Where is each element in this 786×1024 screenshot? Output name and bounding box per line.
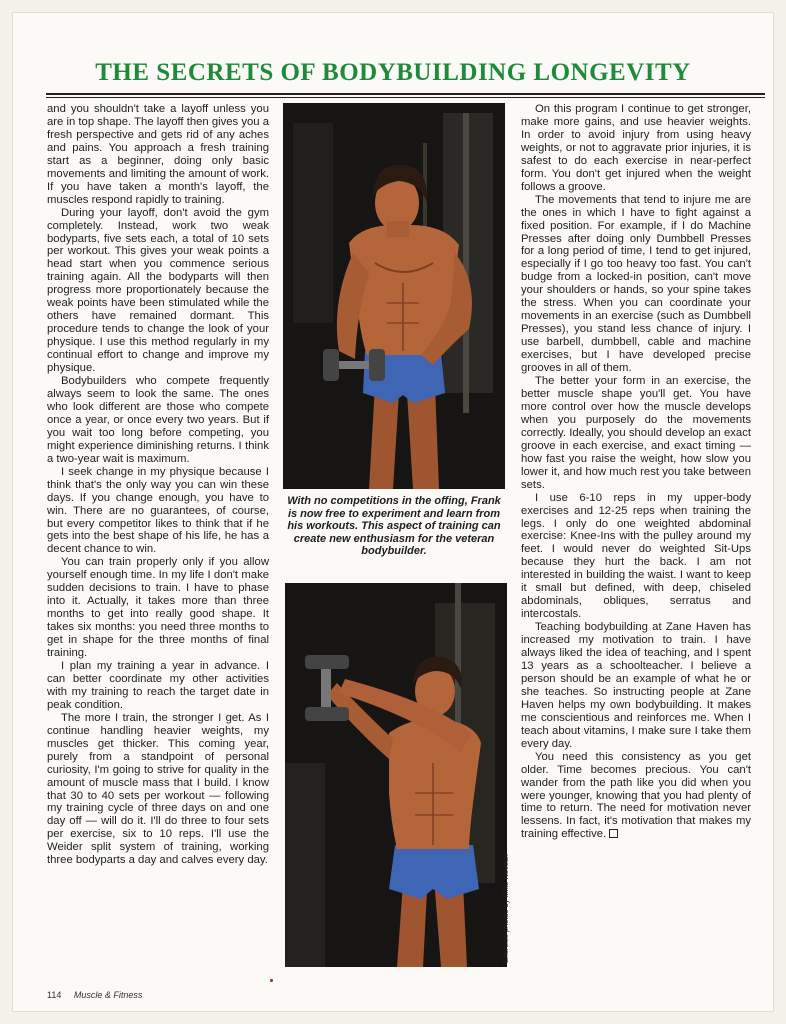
body-paragraph: Teaching bodybuilding at Zane Haven has increased my motivation to train. I have always liked the idea of teaching, and I spent 13 years as a schoolteacher. I believe a person should be an example of what he or she teaches. So instructing people at Zane Haven helps my own bodybuilding. It makes me conscientious and reinforces me. When I teach about vitamins, I make sure I take them every day. (521, 621, 751, 750)
body-paragraph: and you shouldn't take a layoff unless you are in top shape. The layoff then gives you a fresh perspective and gets rid of any aches and pains. You approach a fresh training start as a beginner, doing only basic movements and limiting the amount of work. If you have taken a month's layoff, the muscles respond rapidly to training. (47, 103, 269, 206)
body-paragraph: I seek change in my physique because I think that's the only way you can win these days. If you change enough, you have to win. There are no guarantees, of course, but every competitor likes to think that if he gets into the best shape of his life, he has a decent chance to win. (47, 465, 269, 556)
body-paragraph: I use 6-10 reps in my upper-body exercises and 12-25 reps when training the legs. I only do one weighted abdominal exercise: Knee-Ins with the pulley around my feet. I would never do weighted Sit-Ups because they hurt the back. I am not interested in building the waist. I want to keep it small but defined, with deep, chiseled abdominals, obliques, serratus and intercostals. (521, 491, 751, 621)
bodybuilder-raise-illustration (285, 583, 507, 967)
body-paragraph-text: You need this consistency as you get older. Time becomes precious. You can't wander from the path like you did when you were younger, knowing that you had plenty of time to return. The need for motivation never lessens. In fact, it's motivation that makes my training effective. (521, 750, 751, 841)
photo-front-raise (285, 583, 507, 967)
last-paragraph (521, 751, 751, 842)
body-paragraph: On this program I continue to get stronger, make more gains, and use heavier weights. In order to avoid injury from using heavy weights, or not to aggravate prior injuries, it is safest to do each exercise in near-perfect form. You don't get injured when the weight follows a groove. (521, 103, 751, 193)
photo-credit: Exercise photos by Mike Neveux (501, 854, 510, 963)
photo-dumbbell-curl (283, 103, 505, 489)
body-paragraph: Bodybuilders who compete frequently always seem to look the same. The ones who look different are those who compete once a year, or once every two years. But if you wait too long before competing, you might experience diminishing returns. I think a two-year wait is maximum. (47, 375, 269, 465)
page-footer (47, 990, 142, 1000)
left-text-column (47, 103, 269, 867)
body-paragraph: I plan my training a year in advance. I can better coordinate my other activities with my training to reach the target date in peak condition. (47, 659, 269, 711)
page-number: 114 (47, 990, 62, 1000)
bodybuilder-curl-illustration (283, 103, 505, 489)
magazine-page (12, 12, 774, 1012)
right-text-column (521, 103, 751, 841)
end-mark-icon (609, 829, 618, 838)
body-paragraph: The more I train, the stronger I get. As I continue handling heavier weights, my muscles get thicker. This coming year, purely from a standpoint of personal curiosity, I'm going to strive for quality in the amount of muscle mass that I build. I know that 30 to 40 sets per workout — following my training cycle of three days on and one day off — will do it. I'll do three to four sets per exercise, six to 10 reps. I'll use the Weider split system of training, working three bodyparts a day and calves every day. (47, 711, 269, 867)
body-paragraph: You can train properly only if you allow yourself enough time. In my life I don't make sudden decisions to train. I have to phase into it. Actually, it takes more than three months to get into really good shape. It takes six months: you need three months to get in shape for the three months of final training. (47, 556, 269, 660)
body-paragraph: The movements that tend to injure me are the ones in which I have to fight against a fixed position. For example, if I do Machine Presses after doing only Dumbbell Presses for a long period of time, I tend to get injured, especially if I go too heavy too fast. You can't budge from a locked-in position, can't move your shoulders or hands, so your spine takes the stress. When you can coordinate your movements in an exercise (such as Dumbbell Presses), you stand less chance of injury. I use barbell, dumbbell, cable and machine exercises, but I have developed precise grooves in all of them. (521, 193, 751, 375)
body-paragraph: The better your form in an exercise, the better muscle shape you'll get. You have more control over how the muscle develops when you purposely do the movements correctly. Ideally, you should develop an exact groove in each exercise, and exact timing — how fast you raise the weight, how slow you lower it, and how much rest you take between sets. (521, 375, 751, 491)
ink-dot (270, 979, 273, 982)
body-paragraph: During your layoff, don't avoid the gym completely. Instead, work two weak bodyparts, five sets each, a total of 10 sets per workout. This gives your weak points a head start when you commence serious training again. All the bodyparts will then progress more proportionately because the weak points have been stimulated while the others have remained dormant. This procedure tends to change the look of your physique. I use this method regularly in my continual effort to change and improve my physique. (47, 206, 269, 375)
article-headline: THE SECRETS OF BODYBUILDING LONGEVITY (95, 59, 691, 86)
photo-caption: With no competitions in the offing, Frank is now free to experiment and learn from his workouts. This aspect of training can create new enthusiasm for the veteran bodybuilder. (287, 495, 501, 558)
publication-name: Muscle & Fitness (73, 990, 143, 1000)
headline-rule (46, 93, 765, 98)
